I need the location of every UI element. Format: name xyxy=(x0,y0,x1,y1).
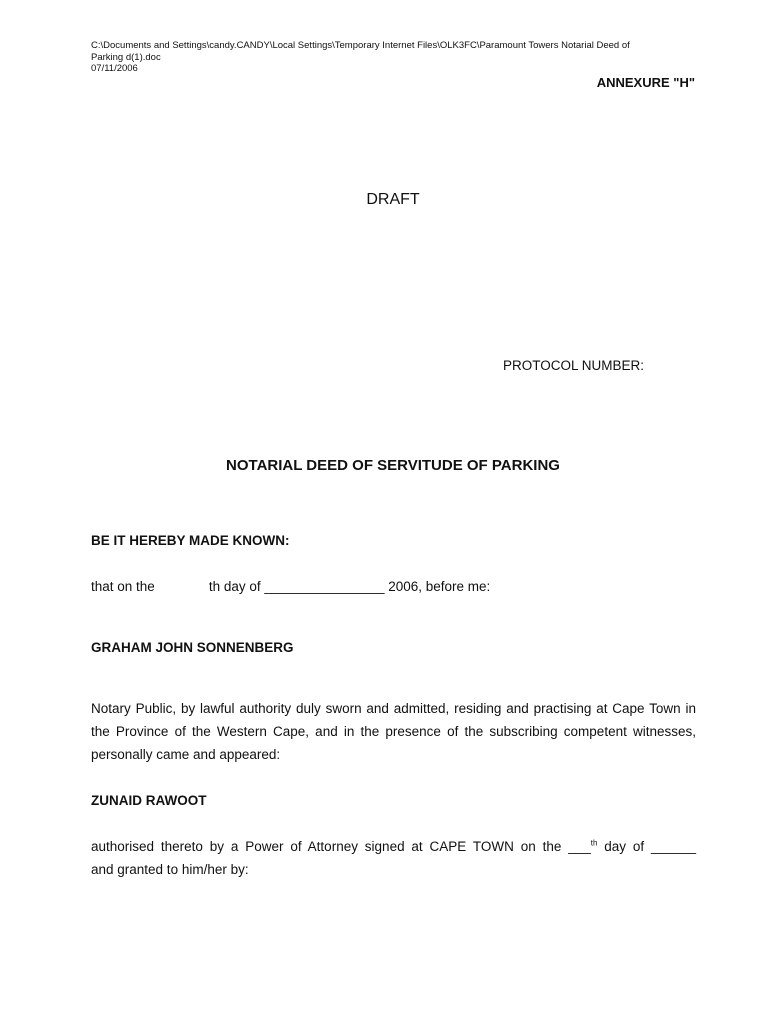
appearer-name: ZUNAID RAWOOT xyxy=(91,793,207,808)
authorised-part-1: authorised thereto by a Power of Attorney signed at CAPE TOWN on the ___ xyxy=(91,839,591,854)
date-line xyxy=(91,575,696,598)
authorised-part-2: day of ______ xyxy=(597,839,697,854)
authorised-paragraph xyxy=(91,835,696,881)
notary-name: GRAHAM JOHN SONNENBERG xyxy=(91,640,294,655)
file-path-line-1: C:\Documents and Settings\candy.CANDY\Local Settings\Temporary Internet Files\OLK3FC\Paramount Towers Notarial Deed of xyxy=(91,40,630,51)
date-line-middle: th day of ________________ 2006, before me: xyxy=(208,579,491,594)
authorised-superscript: th xyxy=(590,838,598,848)
authorised-line-2: and granted to him/her by: xyxy=(91,862,249,877)
draft-label: DRAFT xyxy=(366,191,420,208)
notary-paragraph: Notary Public, by lawful authority duly sworn and admitted, residing and practising at Cape Town in the Province of the Western Cape, and in the presence of the subscribing competent witnesses, personally came and appeared: xyxy=(91,701,696,762)
document-file-path-header xyxy=(91,40,701,75)
date-line-prefix: that on the xyxy=(91,579,155,594)
annexure-label: ANNEXURE "H" xyxy=(596,75,695,90)
authorised-line-1 xyxy=(91,835,696,858)
deed-title: NOTARIAL DEED OF SERVITUDE OF PARKING xyxy=(226,457,560,474)
header-date: 07/11/2006 xyxy=(91,63,138,74)
file-path-line-2: Parking d(1).doc xyxy=(91,51,161,63)
made-known-heading: BE IT HEREBY MADE KNOWN: xyxy=(91,533,290,548)
protocol-number-label: PROTOCOL NUMBER: xyxy=(503,358,645,373)
